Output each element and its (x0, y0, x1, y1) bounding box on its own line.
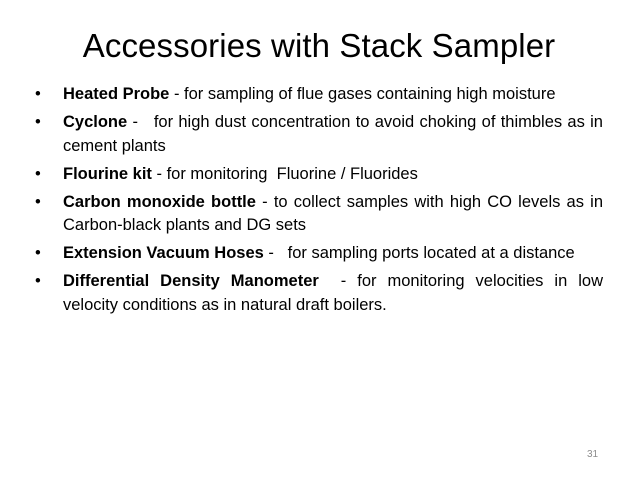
page-number: 31 (587, 449, 599, 460)
bullet-term: Differential Density Manometer (63, 272, 319, 290)
bullet-item (33, 242, 603, 266)
bullet-list (33, 83, 608, 322)
bullet-text: - for sampling ports located at a distance (263, 244, 575, 262)
bullet-item (33, 270, 608, 317)
bullet-text: - for monitoring velocities in low velocity conditions as in natural draft boilers. (63, 272, 608, 314)
bullet-term: Extension Vacuum Hoses (63, 244, 264, 262)
bullet-text: - to collect samples with high CO levels as in Carbon-black plants and DG sets (63, 192, 608, 234)
bullet-text: - for sampling of flue gases containing high moisture (169, 85, 556, 103)
bullet-item (33, 163, 603, 187)
bullet-item (33, 191, 608, 238)
bullet-icon: • (35, 85, 41, 103)
slide-title: Accessories with Stack Sampler (82, 27, 556, 64)
bullet-term: Cyclone (63, 113, 128, 131)
bullet-term: Carbon monoxide bottle (63, 192, 256, 211)
bullet-text: - for high dust concentration to avoid choking of thimbles as in cement plants (63, 113, 608, 155)
bullet-text: - for monitoring Fluorine / Fluorides (151, 164, 418, 183)
bullet-term: Flourine kit (63, 164, 152, 183)
bullet-icon: • (35, 164, 41, 183)
bullet-icon: • (35, 113, 41, 131)
bullet-item (33, 83, 603, 107)
bullet-icon: • (35, 272, 41, 290)
bullet-term: Heated Probe (63, 85, 170, 103)
bullet-icon: • (35, 244, 41, 262)
bullet-icon: • (35, 192, 41, 211)
bullet-item (33, 111, 608, 158)
